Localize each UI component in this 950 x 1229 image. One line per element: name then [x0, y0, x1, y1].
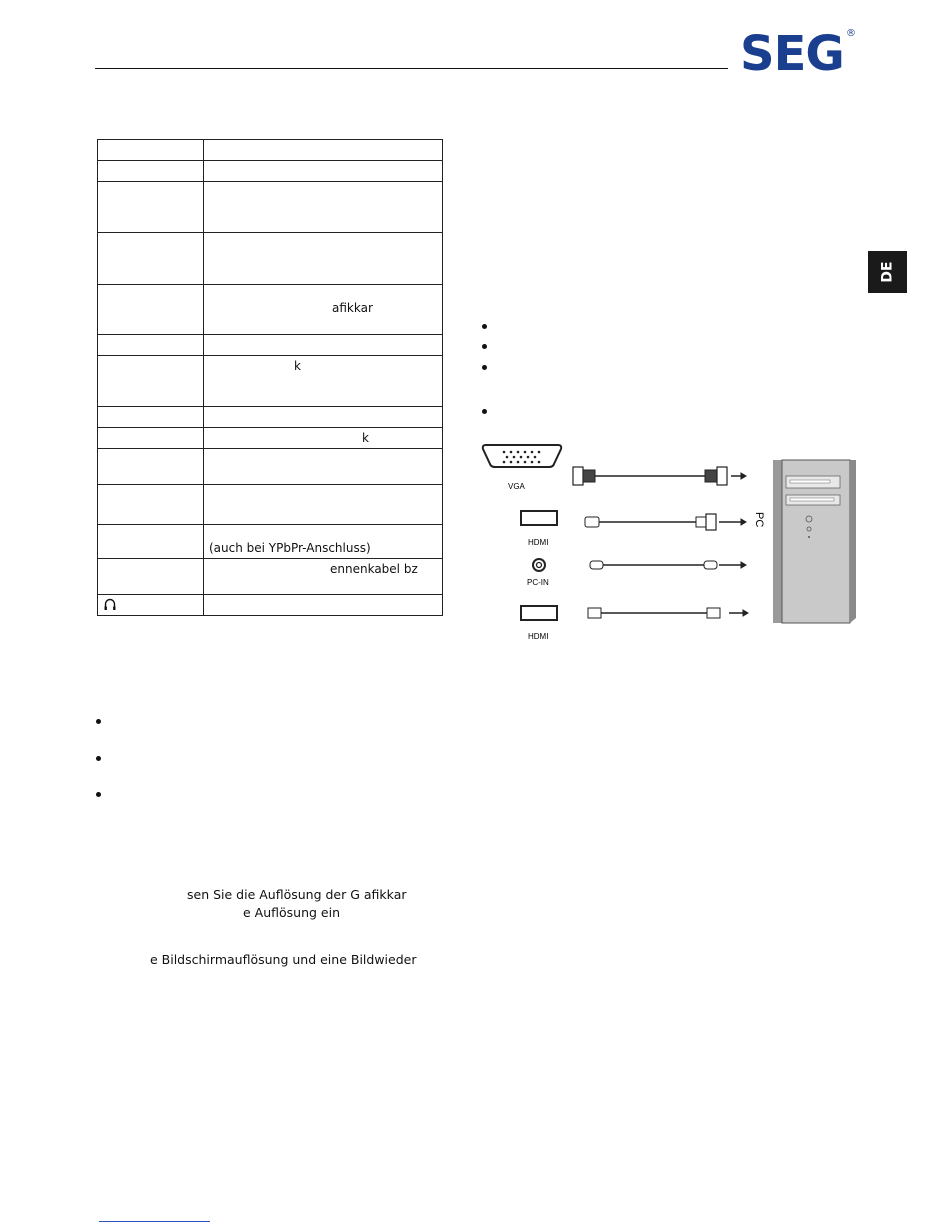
- bullet-point: [96, 719, 101, 724]
- table-row: [98, 595, 443, 616]
- language-tab[interactable]: [868, 251, 907, 293]
- bullet-point: [482, 365, 487, 370]
- connector-table: [97, 139, 443, 616]
- hdmi-cable: [588, 608, 748, 618]
- hdmi-label: HDMI: [528, 632, 549, 641]
- hdmi-cable: [585, 514, 746, 530]
- table-row: [98, 140, 443, 161]
- bullet-point: [482, 409, 487, 414]
- table-cell-text: k: [362, 431, 369, 445]
- pc-in-label: PC-IN: [527, 578, 549, 587]
- logo-registered-mark: ®: [846, 28, 856, 39]
- header-rule: [95, 68, 728, 69]
- table-row: [98, 449, 443, 485]
- resolution-text-line: e Auflösung ein: [243, 905, 341, 920]
- pc-connection-diagram: [478, 440, 868, 650]
- bullet-point: [482, 344, 487, 349]
- logo-text: SEG: [740, 26, 844, 76]
- resolution-text-line: e Bildschirmauflösung und eine Bildwieder: [150, 952, 417, 967]
- bullet-point: [96, 756, 101, 761]
- audio-cable: [590, 561, 746, 569]
- bullet-point: [482, 324, 487, 329]
- table-row: [98, 428, 443, 449]
- table-row: [98, 335, 443, 356]
- hdmi-label: HDMI: [528, 538, 549, 547]
- vga-cable: [573, 467, 746, 485]
- resolution-text-line: sen Sie die Auflösung der G afikkar: [187, 887, 407, 902]
- table-row: [98, 356, 443, 407]
- footer-link-underline[interactable]: [99, 1221, 210, 1222]
- hdmi-port-icon: [521, 511, 557, 525]
- table-cell-text: (auch bei YPbPr-Anschluss): [209, 541, 371, 555]
- table-cell-text: afikkar: [332, 301, 373, 315]
- seg-logo: [740, 24, 860, 76]
- table-row: [98, 161, 443, 182]
- table-row: [98, 559, 443, 595]
- table-row: [98, 525, 443, 559]
- table-row: [98, 233, 443, 285]
- headphone-icon: [104, 598, 116, 611]
- table-row: [98, 182, 443, 233]
- table-cell-text: ennenkabel bz: [330, 562, 418, 576]
- table-row: [98, 407, 443, 428]
- table-cell-text: k: [294, 359, 301, 373]
- pc-tower-icon: [773, 460, 856, 623]
- table-row: [98, 485, 443, 525]
- table-row: [98, 285, 443, 335]
- hdmi-port-icon: [521, 606, 557, 620]
- pc-label: PC: [753, 512, 765, 528]
- vga-label: VGA: [508, 482, 525, 491]
- language-tab-label: DE: [879, 261, 896, 283]
- bullet-point: [96, 792, 101, 797]
- vga-port-icon: [483, 445, 561, 467]
